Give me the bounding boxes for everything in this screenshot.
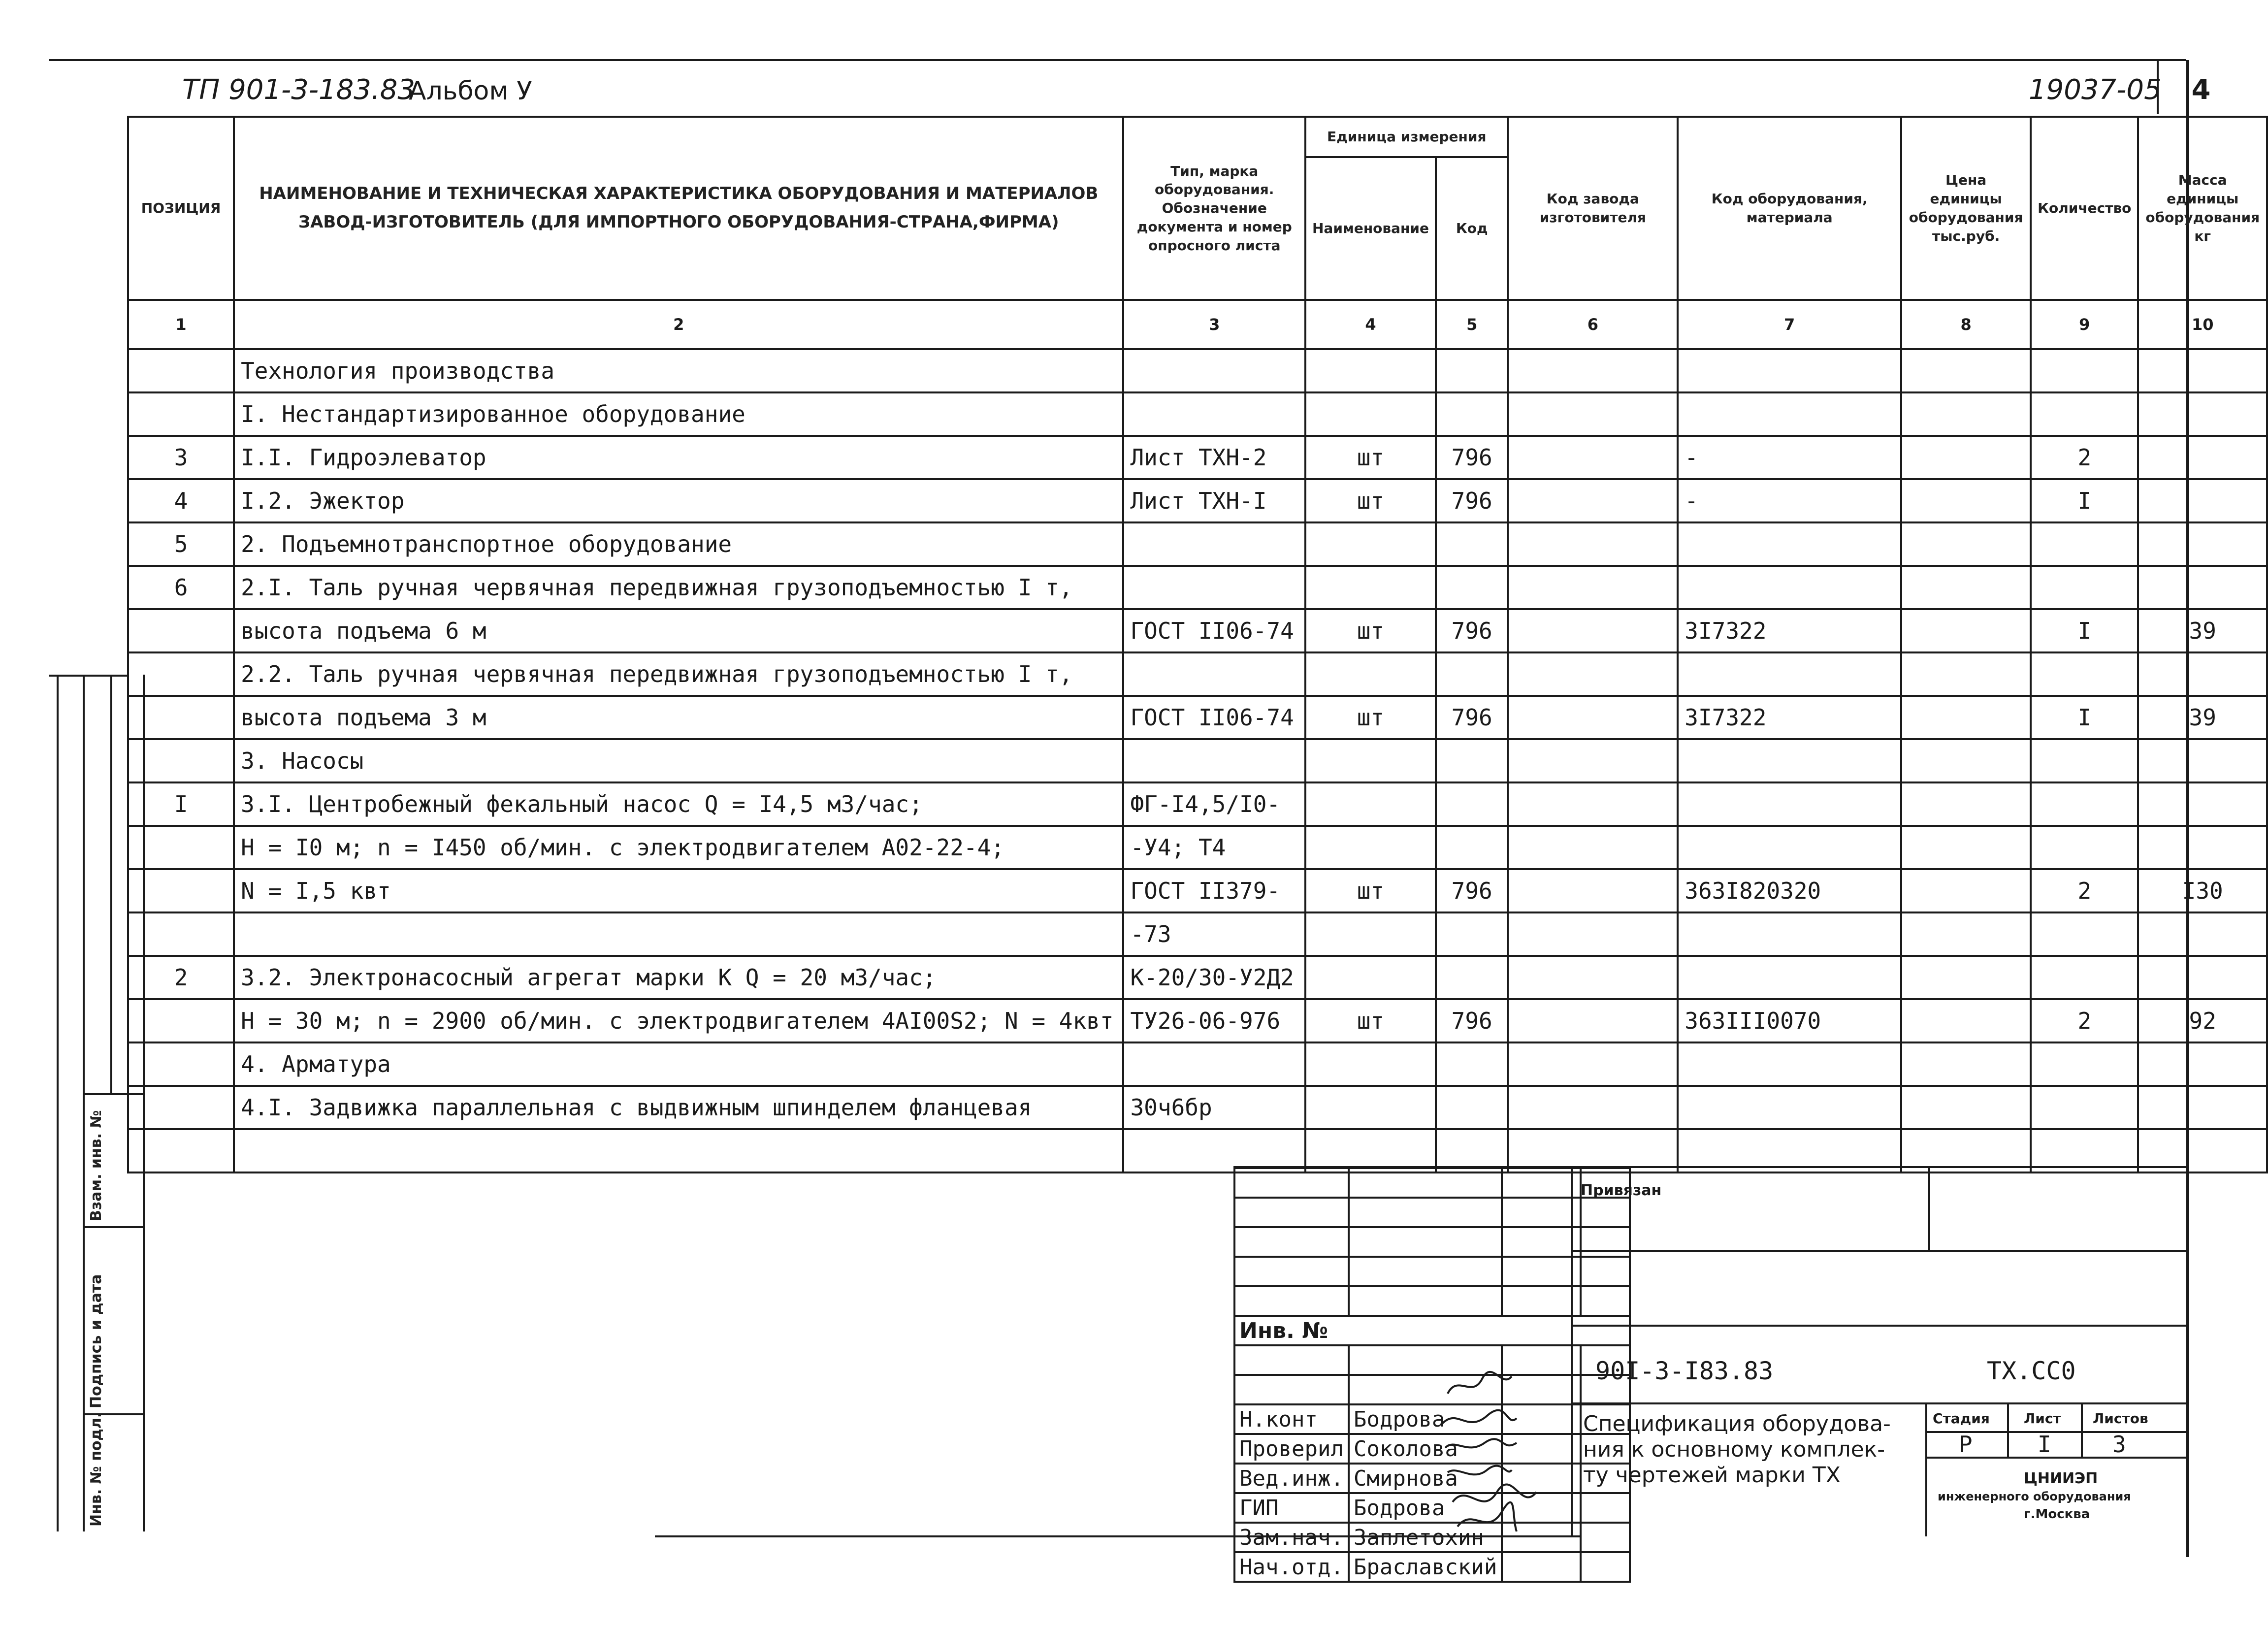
document-code: 19037-05 [2029, 74, 2162, 106]
cell-position [128, 609, 234, 652]
col-unit-group-header: Единица измерения [1305, 117, 1508, 157]
cell-mass [2138, 436, 2267, 479]
cell-quantity [2031, 956, 2138, 999]
cell-type: Лист ТХН-2 [1123, 436, 1305, 479]
cell-material-code [1678, 652, 1901, 696]
col-position-header: ПОЗИЦИЯ [128, 117, 234, 300]
signature-stroke [1448, 1372, 1512, 1394]
cell-unit-code [1436, 1086, 1508, 1129]
signature-name: Заплетохин [1349, 1523, 1502, 1552]
cell-position: 5 [128, 522, 234, 566]
signature-role: ГИП [1234, 1493, 1349, 1523]
cell-factory-code [1508, 609, 1678, 652]
titleblock-line [1571, 1402, 2186, 1404]
cell-unit-code [1436, 826, 1508, 869]
cell-unit-code [1436, 522, 1508, 566]
cell-position: 4 [128, 479, 234, 522]
margin-top-line [49, 675, 128, 677]
cell-mass [2138, 479, 2267, 522]
table-row [128, 609, 2267, 652]
table-row [128, 999, 2267, 1042]
cell-name: 3. Насосы [234, 739, 1123, 782]
cell-quantity [2031, 392, 2138, 436]
column-number: 8 [1901, 300, 2031, 349]
cell-factory-code [1508, 696, 1678, 739]
titleblock-line [1571, 1325, 2186, 1327]
cell-unit-code: 796 [1436, 999, 1508, 1042]
cell-name: Технология производства [234, 349, 1123, 392]
cell-name: 2.2. Таль ручная червячная передвижная грузоподъемностью I т, [234, 652, 1123, 696]
cell-unit-name [1305, 739, 1436, 782]
document-mark: ТХ.СС0 [1987, 1357, 2076, 1385]
cell-quantity [2031, 739, 2138, 782]
cell-material-code [1678, 392, 1901, 436]
cell-material-code [1678, 349, 1901, 392]
cell-price [1901, 826, 2031, 869]
signature-name: Браславский [1349, 1552, 1502, 1582]
document-title-line2: ния к основному комплек- [1583, 1437, 1885, 1462]
col-factory-code-header: Код завода изготовителя [1508, 117, 1678, 300]
cell-material-code [1678, 566, 1901, 609]
col-price-header: Цена единицы оборудования тыс.руб. [1901, 117, 2031, 300]
cell-mass: I30 [2138, 869, 2267, 912]
col-name-header [234, 117, 1123, 300]
cell-mass [2138, 1086, 2267, 1129]
cell-type: Лист ТХН-I [1123, 479, 1305, 522]
cell-type [1123, 566, 1305, 609]
titleblock-divider [2007, 1402, 2009, 1458]
signature-stroke [1458, 1502, 1517, 1531]
cell-factory-code [1508, 826, 1678, 869]
cell-material-code: 3I7322 [1678, 609, 1901, 652]
cell-factory-code [1508, 739, 1678, 782]
cell-name: высота подъема 3 м [234, 696, 1123, 739]
cell-type: ГОСТ II06-74 [1123, 609, 1305, 652]
cell-price [1901, 436, 2031, 479]
titleblock-divider [1928, 1167, 1930, 1251]
column-number: 4 [1305, 300, 1436, 349]
cell-type [1123, 652, 1305, 696]
cell-name: 4.I. Задвижка параллельная с выдвижным шпинделем фланцевая [234, 1086, 1123, 1129]
col-name-header-line1: НАИМЕНОВАНИЕ И ТЕХНИЧЕСКАЯ ХАРАКТЕРИСТИКА ОБОРУДОВАНИЯ И МАТЕРИАЛОВ [259, 184, 1099, 204]
cell-unit-code: 796 [1436, 479, 1508, 522]
signature-name: Смирнова [1349, 1464, 1502, 1493]
cell-factory-code [1508, 566, 1678, 609]
cell-mass [2138, 652, 2267, 696]
cell-factory-code [1508, 652, 1678, 696]
cell-quantity [2031, 566, 2138, 609]
cell-unit-code [1436, 782, 1508, 826]
cell-quantity [2031, 826, 2138, 869]
cell-quantity: I [2031, 479, 2138, 522]
project-title: ТП 901-3-183.83 [182, 74, 415, 106]
cell-price [1901, 1086, 2031, 1129]
cell-quantity: 2 [2031, 869, 2138, 912]
cell-type: ТУ26-06-976 [1123, 999, 1305, 1042]
cell-factory-code [1508, 479, 1678, 522]
cell-unit-code: 796 [1436, 696, 1508, 739]
sheets-label: Листов [2093, 1410, 2148, 1427]
cell-factory-code [1508, 999, 1678, 1042]
signature-grid-row [1234, 1168, 1630, 1198]
cell-quantity: 2 [2031, 436, 2138, 479]
cell-mass [2138, 826, 2267, 869]
table-row [128, 566, 2267, 609]
signature-stroke [1448, 1466, 1512, 1475]
album-label: Альбом У [409, 76, 532, 106]
cell-price [1901, 739, 2031, 782]
cell-factory-code [1508, 436, 1678, 479]
cell-position: 3 [128, 436, 234, 479]
signature-grid-row [1234, 1257, 1630, 1286]
document-title-line1: Спецификация оборудова- [1583, 1411, 1891, 1436]
cell-position [128, 349, 234, 392]
table-row [128, 696, 2267, 739]
cell-factory-code [1508, 956, 1678, 999]
cell-type [1123, 739, 1305, 782]
cell-material-code: - [1678, 436, 1901, 479]
cell-quantity [2031, 782, 2138, 826]
cell-factory-code [1508, 1042, 1678, 1086]
signature-name: Соколова [1349, 1434, 1502, 1464]
cell-quantity [2031, 349, 2138, 392]
margin-label-signature-date: Подпись и дата [88, 1274, 105, 1408]
cell-mass [2138, 1042, 2267, 1086]
margin-outer-line [57, 675, 59, 1531]
cell-type [1123, 1042, 1305, 1086]
table-row [128, 1042, 2267, 1086]
cell-unit-name [1305, 956, 1436, 999]
cell-factory-code [1508, 869, 1678, 912]
signature-stroke [1445, 1439, 1517, 1448]
cell-price [1901, 999, 2031, 1042]
cell-unit-name [1305, 912, 1436, 956]
signature-stroke [1443, 1410, 1517, 1423]
signature-grid-row [1234, 1286, 1630, 1316]
margin-divider [83, 1226, 143, 1228]
stage-value: Р [1959, 1431, 1973, 1458]
cell-name: N = I,5 квт [234, 869, 1123, 912]
organization-name: ЦНИИЭП [2024, 1470, 2098, 1487]
cell-mass: 39 [2138, 609, 2267, 652]
cell-type [1123, 349, 1305, 392]
document-title-line3: ту чертежей марки ТХ [1583, 1463, 1841, 1488]
table-row [128, 869, 2267, 912]
cell-unit-name [1305, 1042, 1436, 1086]
col-mass-header: Масса единицы оборудования кг [2138, 117, 2267, 300]
cell-material-code [1678, 912, 1901, 956]
cell-mass: 92 [2138, 999, 2267, 1042]
column-number: 2 [234, 300, 1123, 349]
signature-name: Бодрова [1349, 1493, 1502, 1523]
specification-table [127, 116, 2268, 1173]
margin-inner-line [83, 675, 85, 1531]
cell-factory-code [1508, 782, 1678, 826]
cell-unit-code [1436, 392, 1508, 436]
cell-position [128, 392, 234, 436]
cell-mass [2138, 349, 2267, 392]
cell-factory-code [1508, 522, 1678, 566]
cell-price [1901, 782, 2031, 826]
cell-type: ГОСТ II379- [1123, 869, 1305, 912]
cell-type: ФГ-I4,5/I0- [1123, 782, 1305, 826]
cell-price [1901, 912, 2031, 956]
col-unit-code-header: Код [1436, 157, 1508, 300]
cell-name: I.I. Гидроэлеватор [234, 436, 1123, 479]
cell-material-code [1678, 782, 1901, 826]
margin-inner-line [110, 675, 112, 1093]
cell-type: 30ч6бр [1123, 1086, 1305, 1129]
cell-unit-name [1305, 1086, 1436, 1129]
column-number: 6 [1508, 300, 1678, 349]
cell-price [1901, 1042, 2031, 1086]
cell-type: -У4; Т4 [1123, 826, 1305, 869]
cell-unit-code: 796 [1436, 869, 1508, 912]
cell-name: 3.2. Электронасосный агрегат марки К Q = 20 м3/час; [234, 956, 1123, 999]
column-number-row [128, 300, 2267, 349]
cell-unit-code [1436, 912, 1508, 956]
top-frame-line [49, 59, 2186, 61]
signature-role: Нач.отд. [1234, 1552, 1349, 1582]
cell-material-code [1678, 1086, 1901, 1129]
table-row [128, 436, 2267, 479]
cell-material-code: 3I7322 [1678, 696, 1901, 739]
signature-grid-row [1234, 1198, 1630, 1227]
cell-factory-code [1508, 1086, 1678, 1129]
cell-unit-name: шт [1305, 869, 1436, 912]
handwritten-signatures [1438, 1369, 1645, 1536]
column-number: 5 [1436, 300, 1508, 349]
sheets-value: 3 [2112, 1431, 2126, 1458]
cell-quantity: 2 [2031, 999, 2138, 1042]
page-number: 4 [2191, 74, 2211, 106]
cell-name: 2.I. Таль ручная червячная передвижная грузоподъемностью I т, [234, 566, 1123, 609]
cell-name: высота подъема 6 м [234, 609, 1123, 652]
table-row [128, 912, 2267, 956]
cell-factory-code [1508, 912, 1678, 956]
attached-label: Привязан [1581, 1182, 1662, 1199]
cell-mass [2138, 739, 2267, 782]
col-name-header-line2: ЗАВОД-ИЗГОТОВИТЕЛЬ (ДЛЯ ИМПОРТНОГО ОБОРУДОВАНИЯ-СТРАНА,ФИРМА) [298, 212, 1059, 232]
cell-unit-name: шт [1305, 436, 1436, 479]
cell-material-code: - [1678, 479, 1901, 522]
cell-quantity [2031, 1042, 2138, 1086]
cell-price [1901, 392, 2031, 436]
cell-quantity: I [2031, 609, 2138, 652]
signature-grid-row [1234, 1227, 1630, 1257]
col-material-code-header: Код оборудования, материала [1678, 117, 1901, 300]
table-row [128, 479, 2267, 522]
titleblock-line [1571, 1250, 2186, 1252]
organization-city: г.Москва [2024, 1507, 2090, 1522]
inventory-number-label: Инв. № [1234, 1316, 1630, 1345]
cell-unit-code [1436, 1042, 1508, 1086]
cell-price [1901, 956, 2031, 999]
table-row [128, 392, 2267, 436]
cell-quantity [2031, 912, 2138, 956]
cell-unit-code [1436, 956, 1508, 999]
table-row [128, 522, 2267, 566]
margin-label-replacement-inventory: Взам. инв. № [88, 1110, 105, 1221]
cell-unit-name [1305, 566, 1436, 609]
cell-price [1901, 609, 2031, 652]
cell-type: ГОСТ II06-74 [1123, 696, 1305, 739]
signature-name: Бодрова [1349, 1404, 1502, 1434]
cell-name: I.2. Эжектор [234, 479, 1123, 522]
margin-divider [83, 1093, 143, 1095]
cell-quantity [2031, 652, 2138, 696]
cell-unit-name [1305, 782, 1436, 826]
column-number: 10 [2138, 300, 2267, 349]
table-row [128, 956, 2267, 999]
signature-role: Вед.инж. [1234, 1464, 1349, 1493]
cell-name: I. Нестандартизированное оборудование [234, 392, 1123, 436]
cell-mass [2138, 912, 2267, 956]
cell-quantity [2031, 1086, 2138, 1129]
table-row [128, 826, 2267, 869]
signature-date-cell [1581, 1552, 1630, 1582]
cell-quantity [2031, 522, 2138, 566]
column-number: 1 [128, 300, 234, 349]
signature-role: Проверил [1234, 1434, 1349, 1464]
cell-material-code [1678, 956, 1901, 999]
cell-mass [2138, 522, 2267, 566]
cell-type [1123, 522, 1305, 566]
cell-type [1123, 392, 1305, 436]
cell-material-code: 363I820320 [1678, 869, 1901, 912]
cell-name: 2. Подъемнотранспортное оборудование [234, 522, 1123, 566]
cell-unit-name: шт [1305, 999, 1436, 1042]
column-number: 7 [1678, 300, 1901, 349]
cell-factory-code [1508, 349, 1678, 392]
titleblock-divider [1925, 1402, 1927, 1536]
inventory-row [1234, 1316, 1630, 1345]
specification-body [128, 349, 2267, 1172]
signature-role: Зам.нач. [1234, 1523, 1349, 1552]
cell-position: 6 [128, 566, 234, 609]
margin-inner-line [143, 675, 145, 1531]
cell-unit-name [1305, 652, 1436, 696]
column-number: 9 [2031, 300, 2138, 349]
cell-factory-code [1508, 392, 1678, 436]
cell-mass [2138, 566, 2267, 609]
cell-price [1901, 652, 2031, 696]
cell-price [1901, 696, 2031, 739]
col-quantity-header: Количество [2031, 117, 2138, 300]
titleblock-divider [2081, 1402, 2083, 1458]
sheet-label: Лист [2024, 1410, 2061, 1427]
organization-subtitle: инженерного оборудования [1938, 1490, 2131, 1503]
cell-price [1901, 869, 2031, 912]
table-row [128, 782, 2267, 826]
cell-unit-code [1436, 739, 1508, 782]
signature-stroke [1453, 1484, 1536, 1502]
sheet-value: I [2038, 1431, 2051, 1458]
table-row [128, 349, 2267, 392]
cell-material-code [1678, 1042, 1901, 1086]
table-row [128, 652, 2267, 696]
table-row [128, 1086, 2267, 1129]
cell-type: К-20/30-У2Д2 [1123, 956, 1305, 999]
cell-quantity: I [2031, 696, 2138, 739]
cell-price [1901, 566, 2031, 609]
margin-label-original-inventory: Инв. № подл. [88, 1412, 105, 1527]
cell-mass [2138, 782, 2267, 826]
cell-unit-name: шт [1305, 479, 1436, 522]
cell-name: Н = 30 м; n = 2900 об/мин. с электродвигателем 4АI00S2; N = 4квт [234, 999, 1123, 1042]
header-row-1 [128, 117, 2267, 157]
col-type-header: Тип, марка оборудования. Обозначение документа и номер опросного листа [1123, 117, 1305, 300]
cell-unit-code [1436, 652, 1508, 696]
cell-position: 2 [128, 956, 234, 999]
document-number: 90I-3-I83.83 [1595, 1357, 1774, 1385]
cell-name: 4. Арматура [234, 1042, 1123, 1086]
cell-price [1901, 522, 2031, 566]
cell-material-code [1678, 739, 1901, 782]
cell-name [234, 1129, 1123, 1172]
cell-position: I [128, 782, 234, 826]
cell-name [234, 912, 1123, 956]
cell-unit-name [1305, 349, 1436, 392]
cell-unit-code [1436, 349, 1508, 392]
cell-name: 3.I. Центробежный фекальный насос Q = I4,5 м3/час; [234, 782, 1123, 826]
cell-unit-name [1305, 826, 1436, 869]
signature-cell [1502, 1552, 1581, 1582]
cell-unit-code: 796 [1436, 609, 1508, 652]
cell-material-code [1678, 826, 1901, 869]
cell-type: -73 [1123, 912, 1305, 956]
col-unit-name-header: Наименование [1305, 157, 1436, 300]
signature-row [1234, 1552, 1630, 1582]
cell-mass [2138, 392, 2267, 436]
cell-unit-name: шт [1305, 696, 1436, 739]
cell-material-code [1678, 522, 1901, 566]
cell-material-code: 363III0070 [1678, 999, 1901, 1042]
cell-mass: 39 [2138, 696, 2267, 739]
cell-unit-name [1305, 392, 1436, 436]
cell-unit-name: шт [1305, 609, 1436, 652]
stage-label: Стадия [1933, 1410, 1990, 1427]
cell-price [1901, 349, 2031, 392]
cell-unit-code: 796 [1436, 436, 1508, 479]
column-number: 3 [1123, 300, 1305, 349]
signature-role: Н.конт [1234, 1404, 1349, 1434]
cell-mass [2138, 956, 2267, 999]
cell-unit-code [1436, 566, 1508, 609]
table-row [128, 739, 2267, 782]
cell-unit-name [1305, 522, 1436, 566]
cell-price [1901, 479, 2031, 522]
cell-name: Н = I0 м; n = I450 об/мин. с электродвигателем А02-22-4; [234, 826, 1123, 869]
